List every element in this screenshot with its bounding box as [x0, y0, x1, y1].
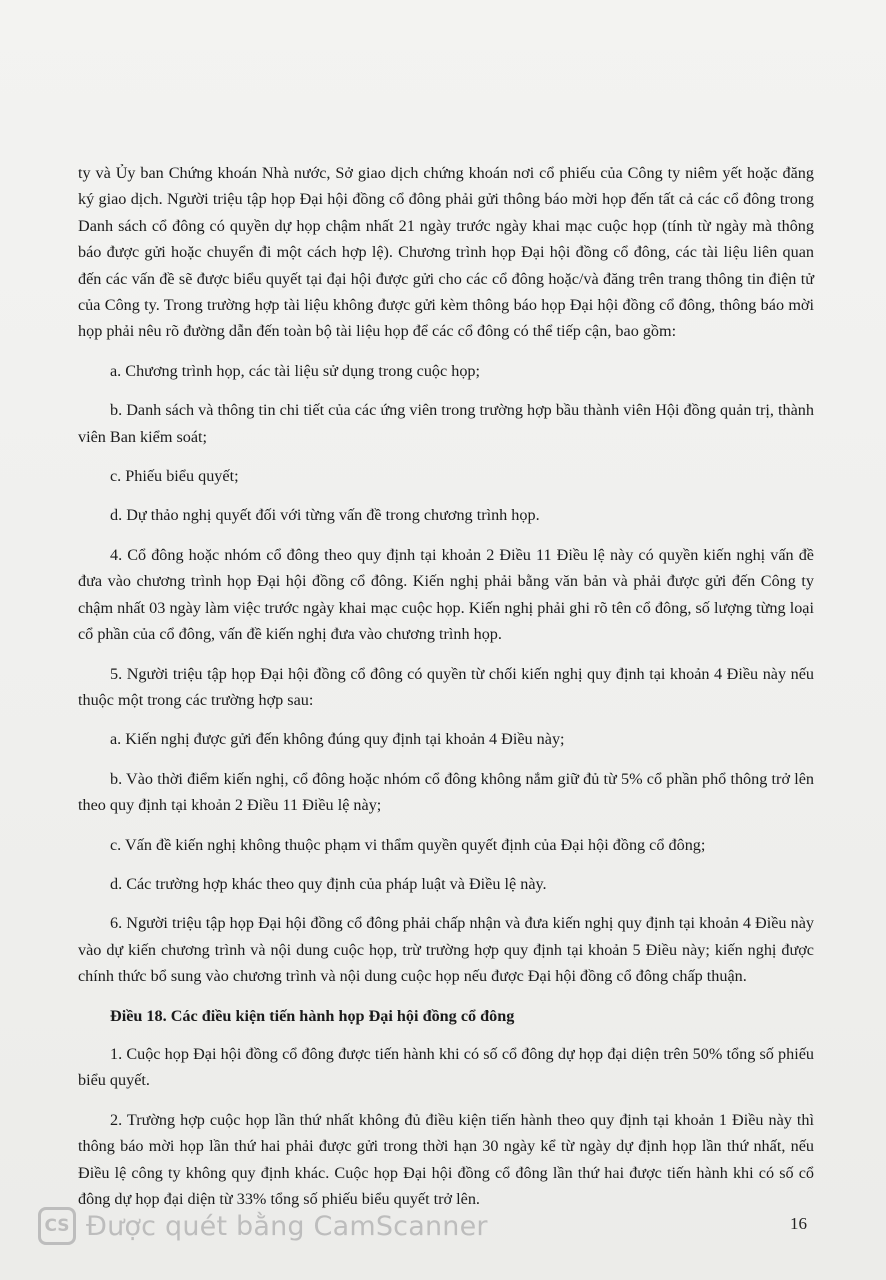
clause-5-item-b: b. Vào thời điểm kiến nghị, cổ đông hoặc nhóm cổ đông không nắm giữ đủ từ 5% cổ phần phổ thông trở lên theo quy định tại khoản 2 Điều 11 Điều lệ này; [78, 769, 814, 815]
clause-5-item-d: d. Các trường hợp khác theo quy định của pháp luật và Điều lệ này. [110, 874, 547, 893]
article-18-clause-1: 1. Cuộc họp Đại hội đồng cổ đông được tiến hành khi có số cổ đông dự họp đại diện trên 50% tổng số phiếu biểu quyết. [78, 1044, 814, 1090]
clause-5: 5. Người triệu tập họp Đại hội đồng cổ đông có quyền từ chối kiến nghị quy định tại khoản 4 Điều này nếu thuộc một trong các trường hợp sau: [78, 664, 814, 709]
paragraph-continued: ty và Ủy ban Chứng khoán Nhà nước, Sở giao dịch chứng khoán nơi cổ phiếu của Công ty niêm yết hoặc đăng ký giao dịch. Người triệu tập họp Đại hội đồng cổ đông phải gửi thông báo mời họp đến tất cả các cổ đông trong Danh sách cổ đông có quyền dự họp chậm nhất 21 ngày trước ngày khai mạc cuộc họp (tính từ ngày mà thông báo được gửi hoặc chuyển đi một cách hợp lệ). Chương trình họp Đại hội đồng cổ đông, các tài liệu liên quan đến các vấn đề sẽ được biểu quyết tại đại hội được gửi cho các cổ đông hoặc/và đăng trên trang thông tin điện tử của Công ty. Trong trường hợp tài liệu không được gửi kèm thông báo họp Đại hội đồng cổ đông, thông báo mời họp phải nêu rõ đường dẫn đến toàn bộ tài liệu họp để các cổ đông có thể tiếp cận, bao gồm: [78, 164, 814, 341]
clause-5-item-a: a. Kiến nghị được gửi đến không đúng quy định tại khoản 4 Điều này; [110, 730, 565, 749]
clause-6: 6. Người triệu tập họp Đại hội đồng cổ đông phải chấp nhận và đưa kiến nghị quy định tại khoản 4 Điều này vào dự kiến chương trình và nội dung cuộc họp, trừ trường hợp quy định tại khoản 5 Điều này; kiến nghị được chính thức bổ sung vào chương trình và nội dung cuộc họp nếu được Đại hội đồng cổ đông chấp thuận. [78, 914, 814, 986]
list-item-c: c. Phiếu biểu quyết; [110, 467, 239, 486]
clause-4: 4. Cổ đông hoặc nhóm cổ đông theo quy định tại khoản 2 Điều 11 Điều lệ này có quyền kiến nghị vấn đề đưa vào chương trình họp Đại hội đồng cổ đông. Kiến nghị phải bằng văn bản và phải được gửi đến Công ty chậm nhất 03 ngày làm việc trước ngày khai mạc cuộc họp. Kiến nghị phải ghi rõ tên cổ đông, số lượng từng loại cổ phần của cổ đông, vấn đề kiến nghị đưa vào chương trình họp. [78, 545, 814, 644]
article-18-clause-2: 2. Trường hợp cuộc họp lần thứ nhất không đủ điều kiện tiến hành theo quy định tại khoản 1 Điều này thì thông báo mời họp lần thứ hai phải được gửi trong thời hạn 30 ngày kể từ ngày dự định họp lần thứ nhất, nếu Điều lệ công ty không quy định khác. Cuộc họp Đại hội đồng cổ đông lần thứ hai được tiến hành khi có số cổ đông dự họp đại diện từ 33% tổng số phiếu biểu quyết trở lên. [78, 1110, 814, 1208]
list-item-d: d. Dự thảo nghị quyết đối với từng vấn đề trong chương trình họp. [110, 506, 540, 525]
camscanner-watermark [38, 1207, 488, 1245]
list-item-a: a. Chương trình họp, các tài liệu sử dụng trong cuộc họp; [110, 361, 481, 380]
watermark-text: Được quét bằng CamScanner [86, 1210, 488, 1242]
camscanner-logo-icon: CS [38, 1207, 76, 1245]
clause-5-item-c: c. Vấn đề kiến nghị không thuộc phạm vi thẩm quyền quyết định của Đại hội đồng cổ đông; [110, 835, 706, 854]
list-item-b: b. Danh sách và thông tin chi tiết của các ứng viên trong trường hợp bầu thành viên Hội đồng quản trị, thành viên Ban kiểm soát; [78, 401, 814, 446]
article-18-heading: Điều 18. Các điều kiện tiến hành họp Đại hội đồng cổ đông [110, 1006, 515, 1025]
document-body [78, 160, 814, 1225]
page-number: 16 [790, 1214, 807, 1233]
